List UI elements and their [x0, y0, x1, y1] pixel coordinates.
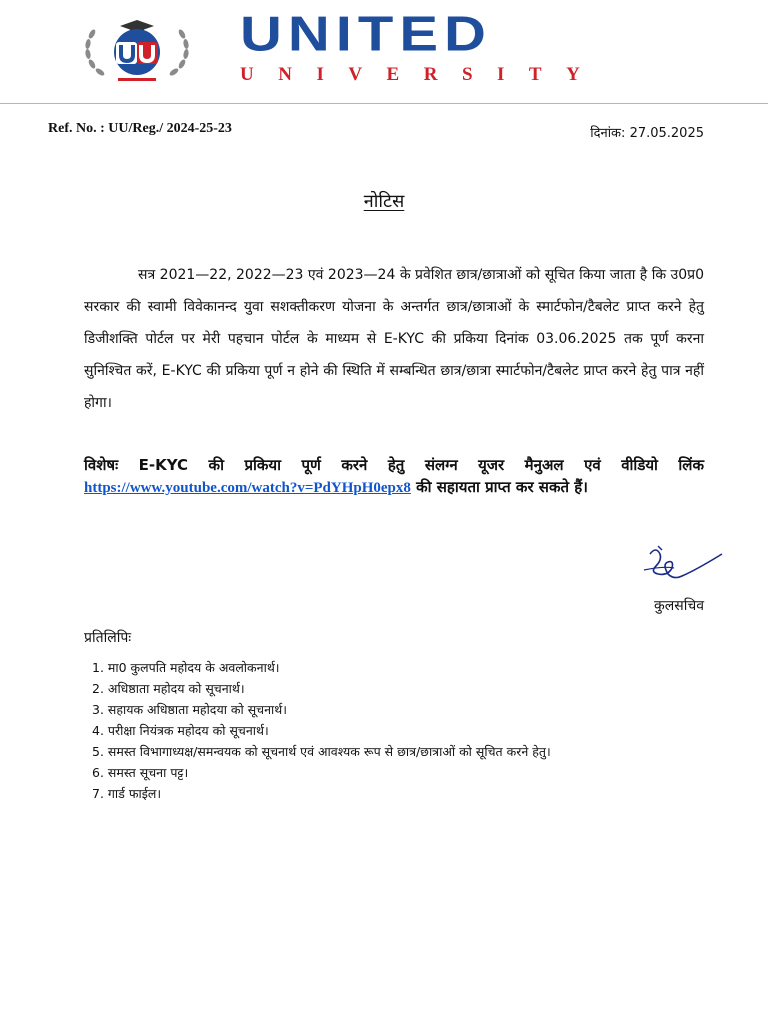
issue-date — [590, 123, 704, 141]
special-note-suffix: की सहायता प्राप्त कर सकते हैं। — [416, 478, 588, 496]
date-label: दिनांक: — [590, 126, 626, 141]
notice-paragraph: सत्र 2021—22, 2022—23 एवं 2023—24 के प्रवेशित छात्र/छात्राओं को सूचित किया जाता है कि उ0प्र0 सरकार की स्वामी विवेकानन्द युवा सशक्तीकरण योजना के अन्तर्गत छात्र/छात्राओं के स्मार्टफोन/टैबलेट प्राप्त करने हेतु डिजीशक्ति पोर्टल पर मेरी पहचान पोर्टल के माध्यम से E-KYC की प्रकिया दिनांक 03.06.2025 तक पूर्ण करना सुनिश्चित करें, E-KYC की प्रकिया पूर्ण न होने की स्थिति में सम्बन्धित छात्र/छात्रा स्मार्टफोन/टैबलेट प्राप्त करने हेतु पात्र नहीं होगा। — [84, 267, 704, 411]
list-item: 1. मा0 कुलपति महोदय के अवलोकनार्थ। — [92, 660, 280, 675]
list-item: 6. समस्त सूचना पट्ट। — [92, 765, 189, 780]
signatory-designation: कुलसचिव — [653, 598, 704, 614]
special-note-prefix: विशेषः E-KYC की प्रकिया पूर्ण करने हेतु संलग्न यूजर मैनुअल एवं वीडियो लिंक — [84, 456, 704, 474]
letterhead — [0, 0, 768, 102]
list-item: 4. परीक्षा नियंत्रक महोदय को सूचनार्थ। — [92, 723, 269, 738]
copy-to-heading: प्रतिलिपिः — [84, 630, 132, 646]
list-item: 3. सहायक अधिष्ठाता महोदया को सूचनार्थ। — [92, 702, 288, 717]
brand-name: UNITED — [240, 6, 492, 62]
notice-body — [84, 259, 704, 419]
notice-title: नोटिस — [363, 191, 405, 212]
list-item: 2. अधिष्ठाता महोदय को सूचनार्थ। — [92, 681, 245, 696]
brand-subtitle: UNIVERSITY — [240, 64, 605, 85]
youtube-link[interactable]: https://www.youtube.com/watch?v=PdYHpH0epx8 — [84, 480, 411, 496]
list-item: 5. समस्त विभागाध्यक्ष/समन्वयक को सूचनार्थ एवं आवश्यक रूप से छात्र/छात्राओं को सूचित करने हेतु। — [92, 744, 551, 759]
special-note — [84, 454, 704, 499]
signature — [640, 540, 730, 588]
header-divider — [0, 103, 768, 104]
reference-number: Ref. No. : UU/Reg./ 2024-25-23 — [48, 121, 232, 136]
list-item: 7. गार्ड फाईल। — [92, 786, 162, 801]
copy-to-list — [92, 657, 551, 804]
university-logo — [78, 14, 236, 86]
date-value: 27.05.2025 — [629, 126, 704, 141]
